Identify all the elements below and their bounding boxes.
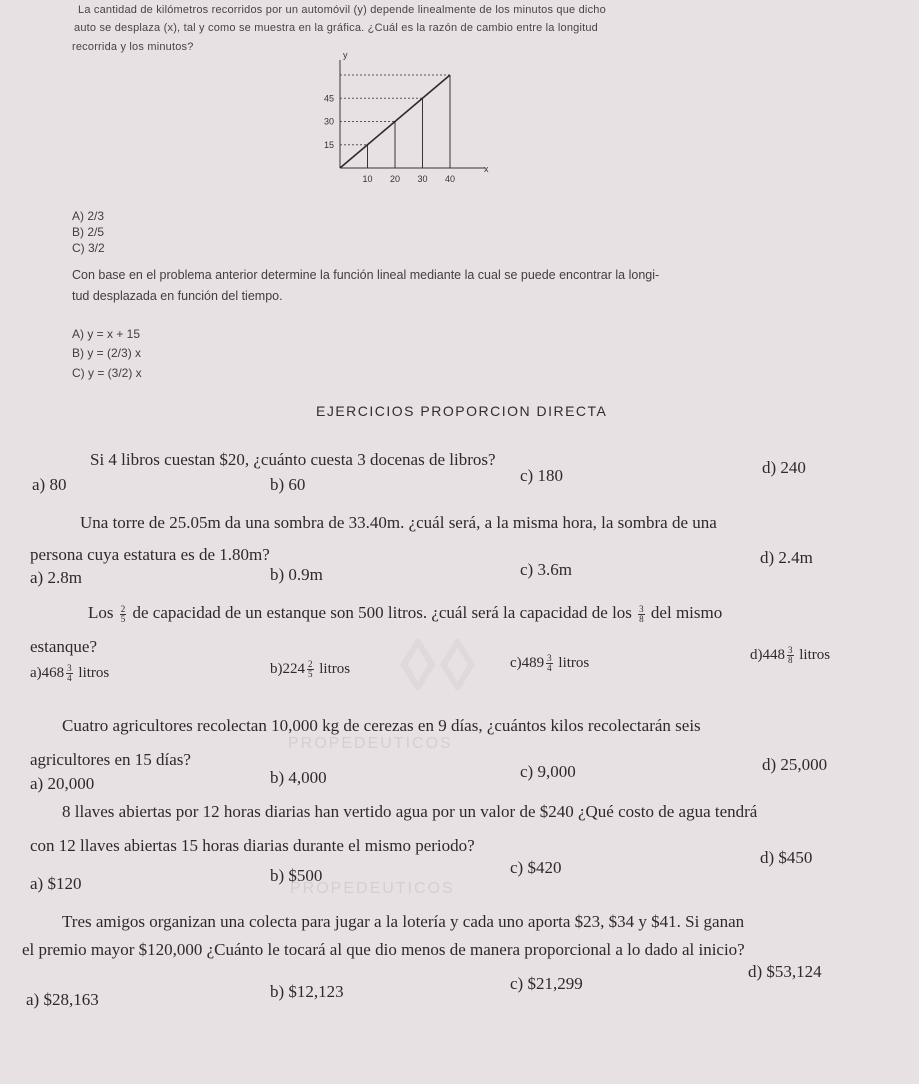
p6-option-c: c) $21,299 bbox=[510, 974, 583, 993]
p1-option-c: c) 180 bbox=[520, 466, 563, 485]
p3-option-b-fraction bbox=[307, 660, 314, 679]
p5-option-d: d) $450 bbox=[760, 848, 813, 867]
p3-option-d bbox=[750, 646, 830, 665]
x-tick-label: 30 bbox=[417, 174, 428, 184]
p3-line-2: estanque? bbox=[30, 637, 98, 656]
p1-option-d: d) 240 bbox=[762, 458, 806, 477]
p4-option-d: d) 25,000 bbox=[762, 755, 828, 774]
p5-option-b: b) $500 bbox=[270, 866, 323, 885]
q2-option-b: B) y = (2/3) x bbox=[72, 346, 142, 360]
q1-option-c: C) 3/2 bbox=[72, 241, 105, 255]
p3-option-a-num: 3 bbox=[67, 663, 72, 673]
p2-option-d: d) 2.4m bbox=[760, 548, 813, 567]
p2-line-1: Una torre de 25.05m da una sombra de 33.40m. ¿cuál será, a la misma hora, la sombra de una bbox=[80, 513, 717, 532]
p2-option-c: c) 3.6m bbox=[520, 560, 572, 579]
y-tick-label: 30 bbox=[324, 116, 335, 127]
p6-option-a: a) $28,163 bbox=[26, 990, 99, 1009]
p3-option-c-den: 4 bbox=[547, 663, 552, 673]
p6-line-1: Tres amigos organizan una colecta para jugar a la lotería y cada uno aporta $23, $34 y $41. Si ganan bbox=[62, 912, 745, 931]
q2-line-1: Con base en el problema anterior determine la función lineal mediante la cual se puede encontrar la longi- bbox=[72, 268, 660, 282]
p6-line-2: el premio mayor $120,000 ¿Cuánto le tocará al que dio menos de manera proporcional a lo dado al inicio? bbox=[22, 940, 745, 959]
p1-option-a: a) 80 bbox=[32, 475, 67, 494]
p3-option-b-num: 2 bbox=[308, 659, 313, 669]
intro-line-1: La cantidad de kilómetros recorridos por un automóvil (y) depende linealmente de los minutos que dicho bbox=[78, 4, 606, 16]
q2-option-c: C) y = (3/2) x bbox=[72, 366, 142, 380]
p3-option-a-value: a)468 bbox=[30, 664, 65, 681]
p4-option-c: c) 9,000 bbox=[520, 762, 576, 781]
intro-line-3: recorrida y los minutos? bbox=[72, 41, 194, 53]
p1-option-b: b) 60 bbox=[270, 475, 306, 494]
y-axis-label: y bbox=[343, 50, 348, 60]
p5-option-a: a) $120 bbox=[30, 874, 82, 893]
q2-line-2: tud desplazada en función del tiempo. bbox=[72, 289, 283, 303]
p2-option-a: a) 2.8m bbox=[30, 568, 82, 587]
q2-option-a: A) y = x + 15 bbox=[72, 327, 141, 341]
p3-option-d-value: d)448 bbox=[750, 646, 785, 663]
p3-option-b bbox=[270, 660, 350, 679]
p3-option-c-value: c)489 bbox=[510, 654, 545, 671]
p3-option-c bbox=[510, 654, 589, 673]
p6-option-d: d) $53,124 bbox=[748, 962, 822, 981]
watermark-logo: ◊◊ bbox=[400, 626, 480, 706]
p3-option-a-den: 4 bbox=[67, 673, 72, 683]
p3-option-c-unit: litros bbox=[558, 654, 590, 671]
p4-option-b: b) 4,000 bbox=[270, 768, 327, 787]
distance-time-chart bbox=[300, 48, 500, 203]
p3-option-a-unit: litros bbox=[78, 664, 110, 681]
p3-fraction-2-num: 3 bbox=[639, 603, 644, 614]
p3-mid: de capacidad de un estanque son 500 litros. ¿cuál será la capacidad de los bbox=[132, 603, 632, 622]
x-tick-label: 10 bbox=[362, 174, 373, 184]
p5-option-c: c) $420 bbox=[510, 858, 562, 877]
p3-option-b-den: 5 bbox=[308, 669, 313, 679]
p3-post: del mismo bbox=[650, 603, 723, 622]
p3-pre: Los bbox=[88, 603, 114, 622]
section-title: EJERCICIOS PROPORCION DIRECTA bbox=[316, 403, 608, 419]
y-tick-label: 15 bbox=[324, 139, 335, 150]
x-axis-label: x bbox=[484, 164, 489, 174]
p3-option-b-unit: litros bbox=[319, 660, 351, 677]
p3-line-1 bbox=[88, 603, 722, 624]
p3-option-a bbox=[30, 664, 109, 683]
p6-option-b: b) $12,123 bbox=[270, 982, 344, 1001]
p5-line-2: con 12 llaves abiertas 15 horas diarias durante el mismo periodo? bbox=[30, 836, 475, 855]
p1-question: Si 4 libros cuestan $20, ¿cuánto cuesta 3 docenas de libros? bbox=[90, 450, 496, 469]
intro-line-2: auto se desplaza (x), tal y como se muestra en la gráfica. ¿Cuál es la razón de cambio entre la longitud bbox=[74, 22, 599, 34]
watermark-text: PROPEDEUTICOS bbox=[288, 735, 453, 752]
watermark-text-2: PROPEDEUTICOS bbox=[290, 880, 455, 897]
p2-line-2: persona cuya estatura es de 1.80m? bbox=[30, 545, 270, 564]
p3-option-a-fraction bbox=[66, 664, 73, 683]
p3-option-d-unit: litros bbox=[799, 646, 831, 663]
p3-option-d-fraction bbox=[787, 646, 794, 665]
p3-option-c-num: 3 bbox=[547, 653, 552, 663]
p3-option-d-den: 8 bbox=[788, 655, 793, 665]
p3-fraction-1-num: 2 bbox=[120, 603, 126, 614]
y-tick-label: 45 bbox=[324, 93, 335, 104]
x-tick-label: 20 bbox=[390, 174, 401, 184]
p3-fraction-1-den: 5 bbox=[120, 613, 126, 624]
p3-fraction-1 bbox=[120, 605, 127, 624]
p3-fraction-2-den: 8 bbox=[639, 613, 644, 624]
p3-fraction-2 bbox=[638, 605, 645, 624]
p4-line-1: Cuatro agricultores recolectan 10,000 kg de cerezas en 9 días, ¿cuántos kilos recolectarán seis bbox=[62, 716, 701, 735]
p2-option-b: b) 0.9m bbox=[270, 565, 323, 584]
p4-line-2: agricultores en 15 días? bbox=[30, 750, 191, 769]
p3-option-b-value: b)224 bbox=[270, 660, 305, 677]
p3-option-c-fraction bbox=[546, 654, 553, 673]
q1-option-b: B) 2/5 bbox=[72, 225, 105, 239]
x-tick-label: 40 bbox=[445, 174, 456, 184]
q1-option-a: A) 2/3 bbox=[72, 209, 105, 223]
p5-line-1: 8 llaves abiertas por 12 horas diarias han vertido agua por un valor de $240 ¿Qué costo de agua tendrá bbox=[62, 802, 758, 821]
p4-option-a: a) 20,000 bbox=[30, 774, 95, 793]
p3-option-d-num: 3 bbox=[788, 645, 793, 655]
